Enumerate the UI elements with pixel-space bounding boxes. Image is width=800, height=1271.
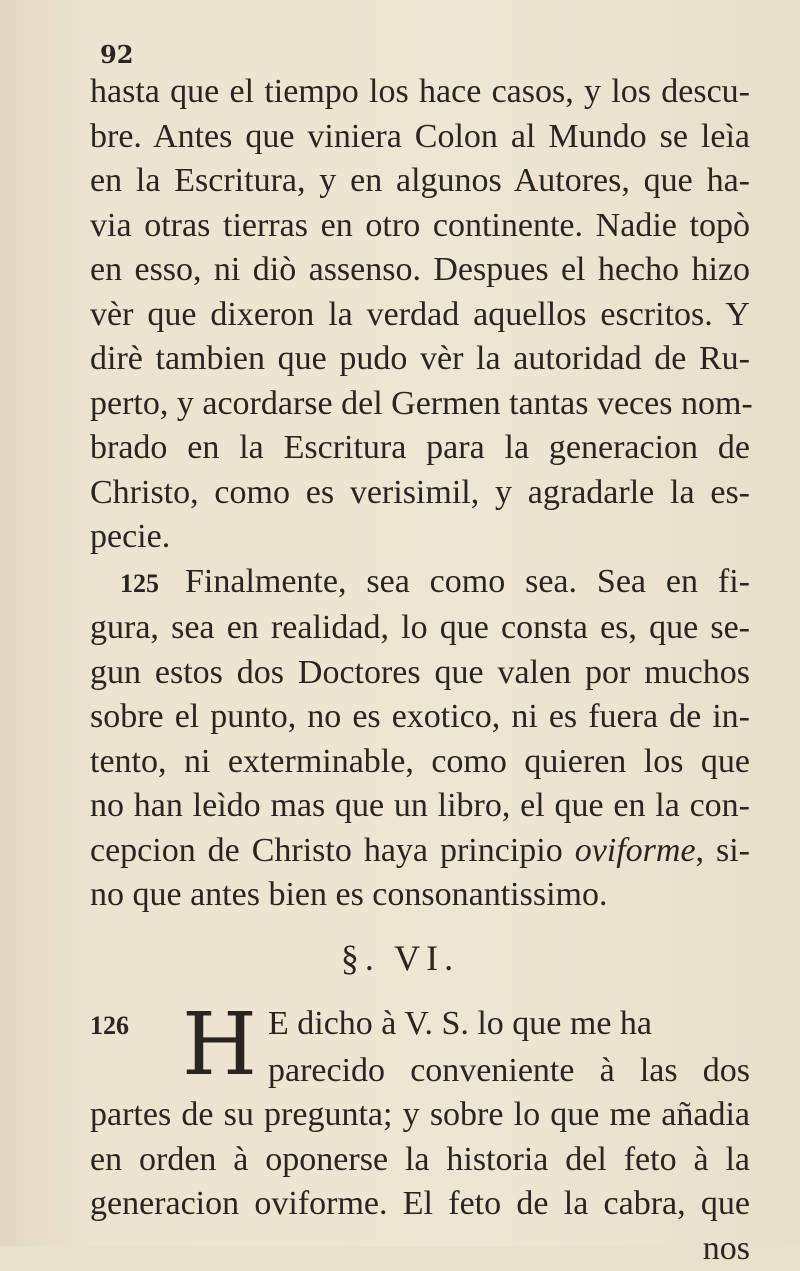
text-line: sobre el punto, no es exotico, ni es fuera de in- — [90, 695, 750, 740]
drop-cap: H — [182, 1004, 257, 1086]
text-line: en la Escritura, y en algunos Autores, que ha- — [90, 159, 750, 204]
text-line: vèr que dixeron la verdad aquellos escritos. Y — [90, 293, 750, 338]
text-fragment: , si- — [696, 832, 750, 869]
text-line: bre. Antes que viniera Colon al Mundo se leìa — [90, 115, 750, 160]
text-line: no han leìdo mas que un libro, el que en la con- — [90, 784, 750, 829]
text-line: via otras tierras en otro continente. Nadie topò — [90, 204, 750, 249]
paragraph-continued — [90, 70, 750, 560]
catchword: nos — [90, 1227, 750, 1271]
text-line: tento, ni exterminable, como quieren los que — [90, 740, 750, 785]
text-fragment: E dicho à V. S. lo que me ha — [268, 1002, 652, 1047]
text-line: hasta que el tiempo los hace casos, y los descu- — [90, 70, 750, 115]
text-line: parecido conveniente à las dos — [90, 1049, 750, 1094]
text-line: en orden à oponerse la historia del feto à la — [90, 1138, 750, 1183]
text-line: Christo, como es verisimil, y agradarle la es- — [90, 471, 750, 516]
text-line: generacion oviforme. El feto de la cabra, que — [90, 1182, 750, 1227]
text-line: no que antes bien es consonantissimo. — [90, 873, 750, 918]
page-number: 92 — [100, 40, 133, 69]
text-line — [90, 829, 750, 874]
text-line: en esso, ni diò assenso. Despues el hecho hizo — [90, 248, 750, 293]
text-line: partes de su pregunta; y sobre lo que me añadia — [90, 1093, 750, 1138]
text-block — [90, 70, 750, 1271]
paragraph-number: 125 — [120, 569, 159, 598]
section-heading: §. VI. — [90, 936, 750, 981]
text-line: dirè tambien que pudo vèr la autoridad de Ru- — [90, 337, 750, 382]
text-line — [90, 560, 750, 607]
text-line: brado en la Escritura para la generacion de — [90, 426, 750, 471]
text-line: gun estos dos Doctores que valen por muchos — [90, 651, 750, 696]
italic-word: oviforme — [575, 832, 696, 869]
text-fragment: cepcion de Christo haya principio — [90, 832, 563, 869]
paragraph-126 — [90, 1002, 750, 1271]
text-fragment: Finalmente, sea como sea. Sea en fi- — [185, 563, 750, 600]
paragraph-125 — [90, 560, 750, 918]
text-line: pecie. — [90, 515, 750, 560]
paragraph-number: 126 — [90, 1011, 129, 1040]
text-line: perto, y acordarse del Germen tantas veces nom- — [90, 382, 750, 427]
text-line: gura, sea en realidad, lo que consta es, que se- — [90, 606, 750, 651]
